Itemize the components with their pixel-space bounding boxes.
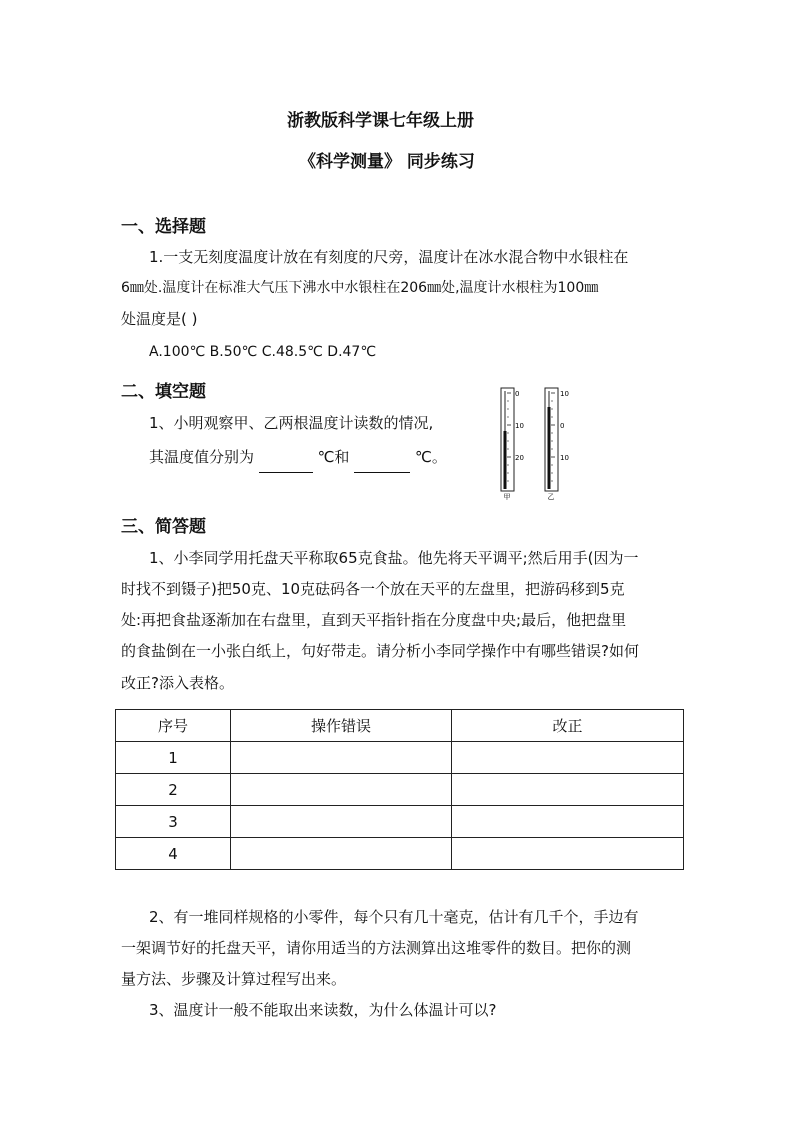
table-row xyxy=(116,838,684,870)
short-q2-line-3: 量方法、步骤及计算过程写出来。 xyxy=(121,970,347,988)
correction-cell[interactable] xyxy=(452,838,684,870)
row-index: 1 xyxy=(116,742,231,774)
fill-question-prefix: 其温度值分别为 xyxy=(149,448,259,466)
question-1-options: A.100℃ B.50℃ C.48.5℃ D.47℃ xyxy=(149,344,377,360)
table-row xyxy=(116,806,684,838)
thermo-b-label: 乙 xyxy=(547,493,555,501)
short-q1-line-4: 的食盐倒在一小张白纸上，句好带走。请分析小李同学操作中有哪些错误?如何 xyxy=(121,642,639,660)
answer-blank-1[interactable] xyxy=(259,442,313,473)
question-1-line-2: 6㎜处.温度计在标准大气压下沸水中水银柱在206㎜处,温度计水根柱为100㎜ xyxy=(121,280,599,296)
correction-cell[interactable] xyxy=(452,774,684,806)
short-q1-line-3: 处:再把食盐逐渐加在右盘里，直到天平指针指在分度盘中央;最后，他把盘里 xyxy=(121,611,627,629)
error-cell[interactable] xyxy=(231,774,452,806)
thermometer-b xyxy=(545,388,569,501)
thermo-b-tick-1: 0 xyxy=(560,422,565,430)
unit-label-2: ℃。 xyxy=(414,448,447,466)
row-index: 4 xyxy=(116,838,231,870)
question-1-line-1: 1.一支无刻度温度计放在有刻度的尺旁，温度计在冰水混合物中水银柱在 xyxy=(149,248,629,266)
fill-question-line-1: 1、小明观察甲、乙两根温度计读数的情况, xyxy=(149,414,434,432)
row-index: 3 xyxy=(116,806,231,838)
short-q2-line-1: 2、有一堆同样规格的小零件，每个只有几十毫克，估计有几千个，手边有 xyxy=(149,908,639,926)
short-q3-line-1: 3、温度计一般不能取出来读数，为什么体温计可以? xyxy=(149,1001,497,1019)
page-subtitle: 《科学测量》 同步练习 xyxy=(299,152,475,172)
question-1-line-3: 处温度是( ) xyxy=(121,310,198,328)
correction-cell[interactable] xyxy=(452,742,684,774)
thermo-a-tick-0: 0 xyxy=(515,390,520,398)
error-cell[interactable] xyxy=(231,838,452,870)
header-correction: 改正 xyxy=(452,710,684,742)
fill-question-line-2 xyxy=(149,442,447,473)
thermo-a-tick-2: 20 xyxy=(515,454,524,462)
short-q1-line-2: 时找不到镊子)把50克、10克砝码各一个放在天平的左盘里，把游码移到5克 xyxy=(121,580,625,598)
correction-cell[interactable] xyxy=(452,806,684,838)
header-error: 操作错误 xyxy=(231,710,452,742)
error-correction-table xyxy=(115,709,684,870)
table-row xyxy=(116,742,684,774)
table-row xyxy=(116,774,684,806)
thermo-b-tick-0: 10 xyxy=(560,390,569,398)
section-heading-choice: 一、选择题 xyxy=(121,217,206,237)
error-cell[interactable] xyxy=(231,742,452,774)
short-q2-line-2: 一架调节好的托盘天平，请你用适当的方法测算出这堆零件的数目。把你的测 xyxy=(121,939,632,957)
thermometer-a xyxy=(501,388,524,501)
page-title: 浙教版科学课七年级上册 xyxy=(287,111,474,131)
error-cell[interactable] xyxy=(231,806,452,838)
row-index: 2 xyxy=(116,774,231,806)
unit-label-1: ℃和 xyxy=(317,448,350,466)
thermo-a-label: 甲 xyxy=(503,493,511,501)
header-index: 序号 xyxy=(116,710,231,742)
short-q1-line-5: 改正?添入表格。 xyxy=(121,674,234,692)
section-heading-fill: 二、填空题 xyxy=(121,382,206,402)
section-heading-short-answer: 三、简答题 xyxy=(121,517,206,537)
thermo-b-tick-2: 10 xyxy=(560,454,569,462)
table-header-row xyxy=(116,710,684,742)
answer-blank-2[interactable] xyxy=(354,442,410,473)
thermo-a-tick-1: 10 xyxy=(515,422,524,430)
short-q1-line-1: 1、小李同学用托盘天平称取65克食盐。他先将天平调平;然后用手(因为一 xyxy=(149,549,639,567)
thermometer-figure xyxy=(490,383,580,503)
